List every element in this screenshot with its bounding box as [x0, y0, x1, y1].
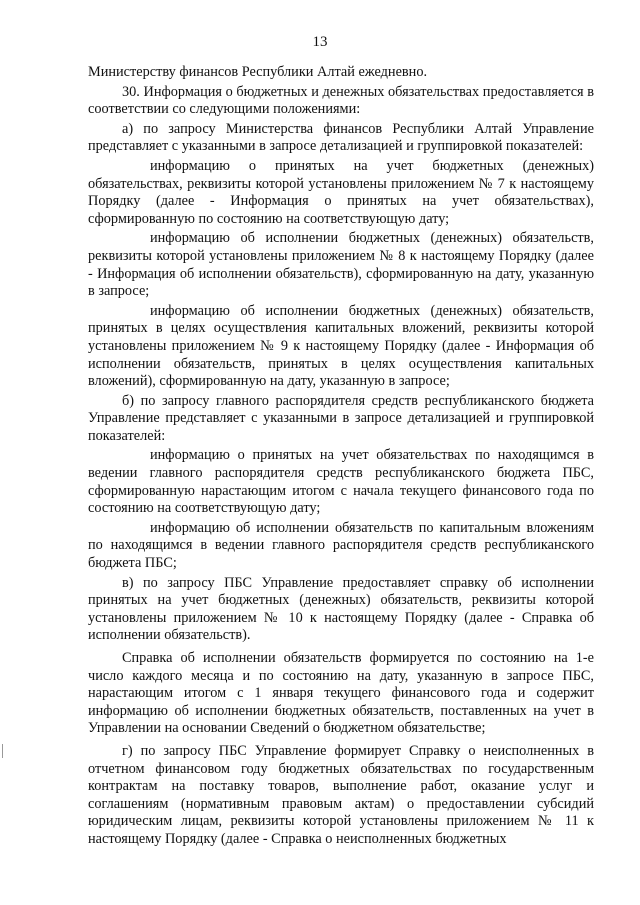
paragraph: информацию о принятых на учет обязательствах по находящимся в ведении главного распорядителя средств республиканского бюджета ПБС, сформированную нарастающим итогом с начала текущего финансового года по состоянию на соответствующую дату; — [88, 447, 594, 517]
paragraph: Министерству финансов Республики Алтай ежедневно. — [88, 64, 428, 80]
margin-mark — [2, 744, 3, 758]
paragraph: а) по запросу Министерства финансов Республики Алтай Управление представляет с указанными в запросе детализацией и группировкой показателей: — [88, 120, 594, 155]
paragraph: информацию об исполнении бюджетных (денежных) обязательств, принятых в целях осуществления капитальных вложений, реквизиты которой установлены приложением № 9 к настоящему Порядку (далее - Информация об исполнении обязательств, принятых в целях осуществления капитальных вложений), сформированную на дату, указанную в запросе; — [88, 302, 594, 390]
paragraph: в) по запросу ПБС Управление предоставляет справку об исполнении принятых на учет бюджетных (денежных) обязательств, реквизиты которой установлены приложением № 10 к настоящему Порядку (далее - Справка об исполнении обязательств). — [88, 574, 594, 644]
paragraph: г) по запросу ПБС Управление формирует Справку о неисполненных в отчетном финансовом году бюджетных обязательствах по государственным контрактам на поставку товаров, выполнение работ, оказание услуг и соглашениям (нормативным правовым актам) о предоставлении субсидий юридическим лицам, реквизиты которой установлены приложением № 11 к настоящему Порядку (далее - Справка о неисполненных бюджетных — [88, 742, 594, 847]
paragraph: информацию о принятых на учет бюджетных (денежных) обязательствах, реквизиты которой установлены приложением № 7 к настоящему Порядку (далее - Информация о принятых на учет обязательствах), сформированную по состоянию на соответствующую дату; — [88, 157, 594, 227]
paragraph: б) по запросу главного распорядителя средств республиканского бюджета Управление представляет с указанными в запросе детализацией и группировкой показателей: — [88, 392, 594, 444]
paragraph: Справка об исполнении обязательств формируется по состоянию на 1-е число каждого месяца и по состоянию на дату, указанную в запросе ПБС, нарастающим итогом с 1 января текущего финансового года и содержит информацию об исполнении бюджетных обязательств, поставленных на учет в Управлении на основании Сведений о бюджетном обязательстве; — [88, 650, 594, 737]
paragraph: информацию об исполнении обязательств по капитальным вложениям по находящимся в ведении главного распорядителя средств республиканского бюджета ПБС; — [88, 519, 594, 572]
paragraph: информацию об исполнении бюджетных (денежных) обязательств, реквизиты которой установлены приложением № 8 к настоящему Порядку (далее - Информация об исполнении обязательств), сформированную на дату, указанную в запросе; — [88, 230, 594, 300]
document-body — [88, 64, 594, 851]
paragraph: 30. Информация о бюджетных и денежных обязательствах предоставляется в соответствии со следующими положениями: — [88, 83, 594, 118]
page-number: 13 — [312, 34, 328, 50]
